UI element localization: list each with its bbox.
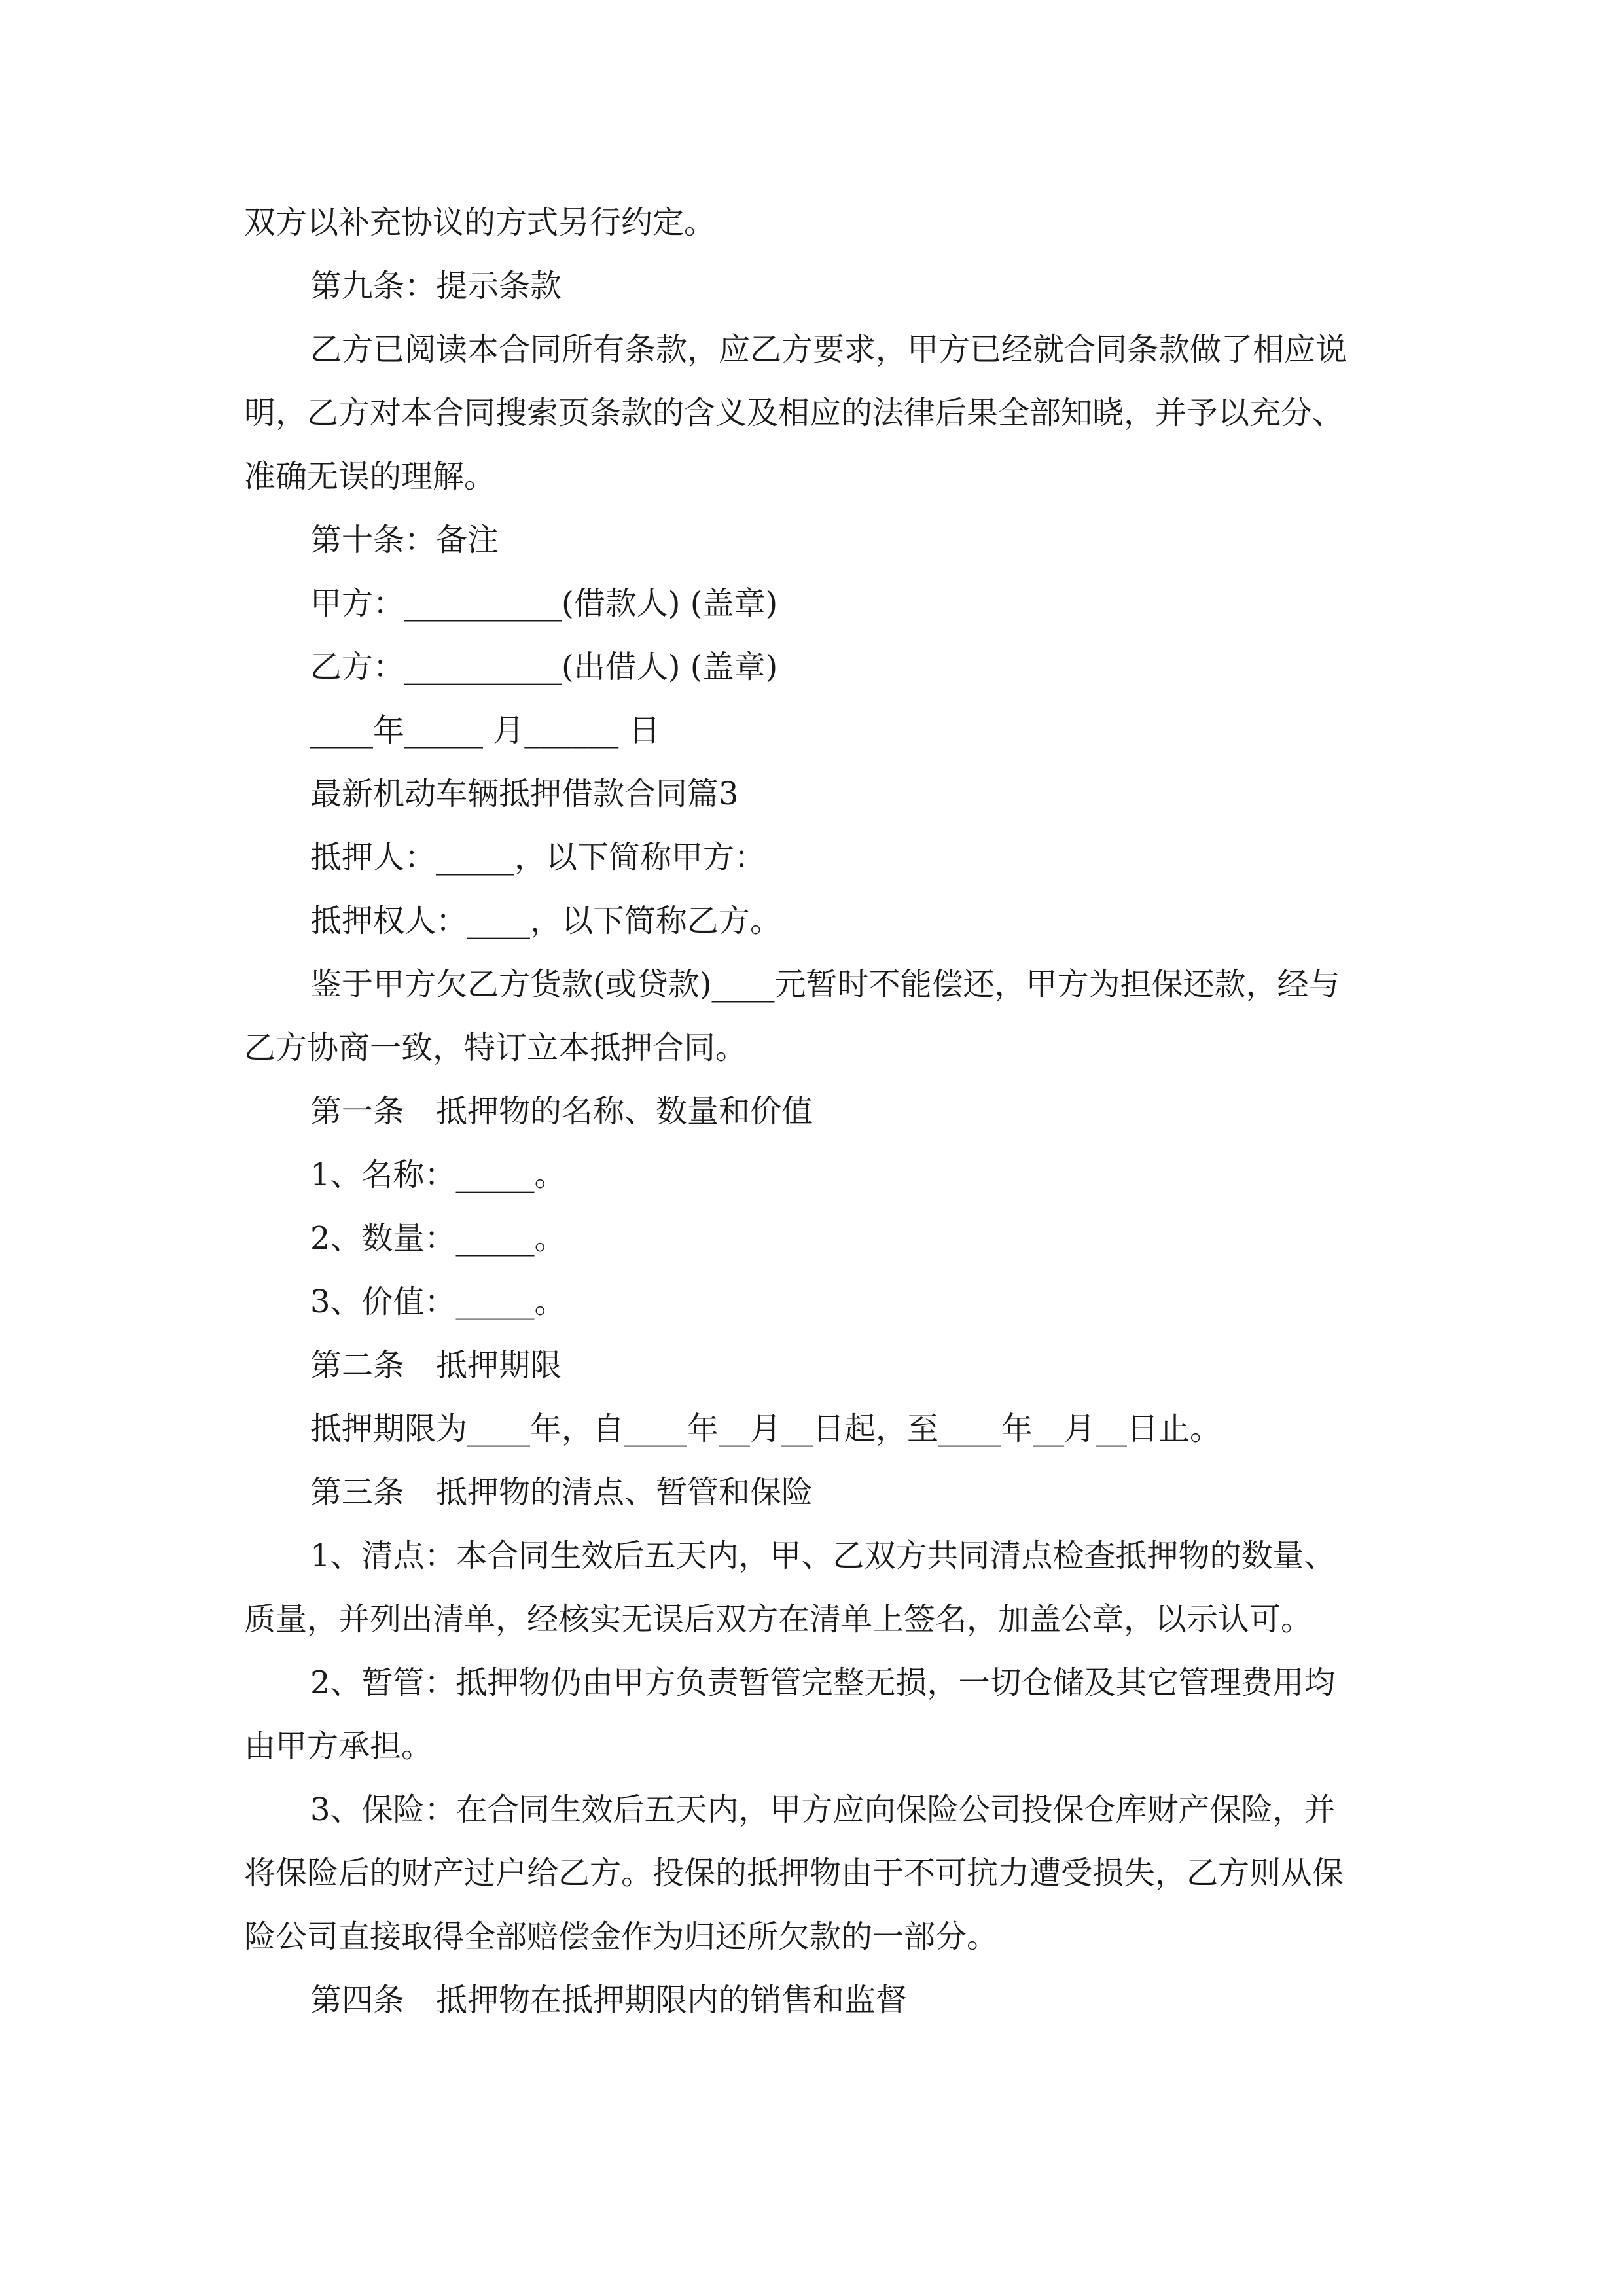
signature-line-party-b: 乙方：__________(出借人) (盖章) xyxy=(310,649,778,685)
text-line: 将保险后的财产过户给乙方。投保的抵押物由于不可抗力遭受损失，乙方则从保 xyxy=(244,1855,1344,1892)
clause-heading: 第三条 抵押物的清点、暂管和保险 xyxy=(310,1474,813,1511)
text-line: 双方以补充协议的方式另行约定。 xyxy=(244,204,716,241)
text-line: 质量，并列出清单，经核实无误后双方在清单上签名，加盖公章，以示认可。 xyxy=(244,1601,1313,1638)
text-line: 2、暂管：抵押物仍由甲方负责暂管完整无损，一切仓储及其它管理费用均 xyxy=(310,1664,1336,1701)
list-item: 3、价值：_____。 xyxy=(310,1283,566,1320)
clause-heading: 第一条 抵押物的名称、数量和价值 xyxy=(310,1093,813,1130)
section-title: 最新机动车辆抵押借款合同篇3 xyxy=(310,776,739,812)
signature-line-party-a: 甲方：__________(借款人) (盖章) xyxy=(310,585,778,622)
text-line: 明，乙方对本合同搜索页条款的含义及相应的法律后果全部知晓，并予以充分、 xyxy=(244,395,1344,431)
text-line: 3、保险：在合同生效后五天内，甲方应向保险公司投保仓库财产保险，并 xyxy=(310,1791,1336,1828)
text-line: 由甲方承担。 xyxy=(244,1728,433,1765)
list-item: 1、名称：_____。 xyxy=(310,1157,566,1193)
text-line: 乙方已阅读本合同所有条款，应乙方要求，甲方已经就合同条款做了相应说 xyxy=(310,331,1347,368)
text-line: 抵押人：_____，以下简称甲方： xyxy=(310,839,766,876)
text-line: 抵押期限为____年，自____年__月__日起，至____年__月__日止。 xyxy=(310,1410,1222,1447)
text-line: 险公司直接取得全部赔偿金作为归还所欠款的一部分。 xyxy=(244,1918,999,1955)
clause-heading: 第十条：备注 xyxy=(310,522,499,558)
text-line: 乙方协商一致，特订立本抵押合同。 xyxy=(244,1030,747,1066)
list-item: 2、数量：_____。 xyxy=(310,1220,566,1257)
text-line: 1、清点：本合同生效后五天内，甲、乙双方共同清点检查抵押物的数量、 xyxy=(310,1537,1336,1574)
text-line: 准确无误的理解。 xyxy=(244,458,496,495)
text-line: 鉴于甲方欠乙方货款(或贷款)____元暂时不能偿还，甲方为担保还款，经与 xyxy=(310,966,1340,1003)
clause-heading: 第二条 抵押期限 xyxy=(310,1347,562,1384)
text-line: 抵押权人：____，以下简称乙方。 xyxy=(310,903,782,939)
date-line: ____年_____ 月______ 日 xyxy=(310,712,660,749)
clause-heading: 第九条：提示条款 xyxy=(310,268,562,304)
clause-heading: 第四条 抵押物在抵押期限内的销售和监督 xyxy=(310,1982,908,2018)
